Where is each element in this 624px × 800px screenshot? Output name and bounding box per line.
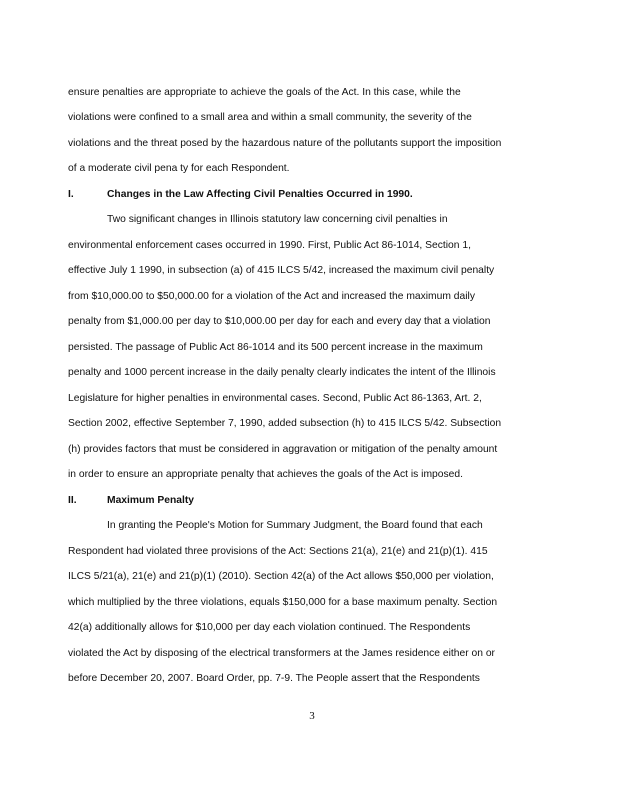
section-number: II. xyxy=(68,495,77,506)
body-text-line: Two significant changes in Illinois statutory law concerning civil penalties in xyxy=(107,214,448,225)
body-text-line: environmental enforcement cases occurred in 1990. First, Public Act 86-1014, Section 1, xyxy=(68,240,471,251)
body-text-line: Section 2002, effective September 7, 1990, added subsection (h) to 415 ILCS 5/42. Subsection xyxy=(68,418,502,429)
body-text-line: before December 20, 2007. Board Order, pp. 7-9. The People assert that the Respondents xyxy=(68,673,480,684)
body-text-line: persisted. The passage of Public Act 86-1014 and its 500 percent increase in the maximum xyxy=(68,342,483,353)
body-text-line: which multiplied by the three violations, equals $150,000 for a base maximum penalty. Section xyxy=(68,597,498,608)
body-text-line: (h) provides factors that must be considered in aggravation or mitigation of the penalty amount xyxy=(68,444,498,455)
body-text-line: Legislature for higher penalties in environmental cases. Second, Public Act 86-1363, Art. 2, xyxy=(68,393,482,404)
body-text-line: penalty from $1,000.00 per day to $10,000.00 per day for each and every day that a violation xyxy=(68,316,491,327)
body-text-line: penalty and 1000 percent increase in the daily penalty clearly indicates the intent of the Illinois xyxy=(68,367,496,378)
body-text-line: Respondent had violated three provisions of the Act: Sections 21(a), 21(e) and 21(p)(1). 415 xyxy=(68,546,488,557)
body-text-line: 42(a) additionally allows for $10,000 per day each violation continued. The Respondents xyxy=(68,622,471,633)
body-text-line: In granting the People's Motion for Summary Judgment, the Board found that each xyxy=(107,520,483,531)
section-number: I. xyxy=(68,189,74,200)
body-text-line: of a moderate civil pena ty for each Respondent. xyxy=(68,163,290,174)
section-heading: Changes in the Law Affecting Civil Penalties Occurred in 1990. xyxy=(107,189,413,200)
section-heading: Maximum Penalty xyxy=(107,495,194,506)
body-text-line: ensure penalties are appropriate to achieve the goals of the Act. In this case, while the xyxy=(68,87,461,98)
body-text-line: from $10,000.00 to $50,000.00 for a violation of the Act and increased the maximum daily xyxy=(68,291,475,302)
page-number: 3 xyxy=(309,710,315,722)
body-text-line: violations and the threat posed by the hazardous nature of the pollutants support the imposition xyxy=(68,138,502,149)
body-text-line: violations were confined to a small area and within a small community, the severity of the xyxy=(68,112,472,123)
body-text-line: effective July 1 1990, in subsection (a) of 415 ILCS 5/42, increased the maximum civil penalty xyxy=(68,265,495,276)
body-text-line: in order to ensure an appropriate penalty that achieves the goals of the Act is imposed. xyxy=(68,469,463,480)
body-text-line: violated the Act by disposing of the electrical transformers at the James residence either on or xyxy=(68,648,495,659)
body-text-line: ILCS 5/21(a), 21(e) and 21(p)(1) (2010). Section 42(a) of the Act allows $50,000 per violation, xyxy=(68,571,494,582)
